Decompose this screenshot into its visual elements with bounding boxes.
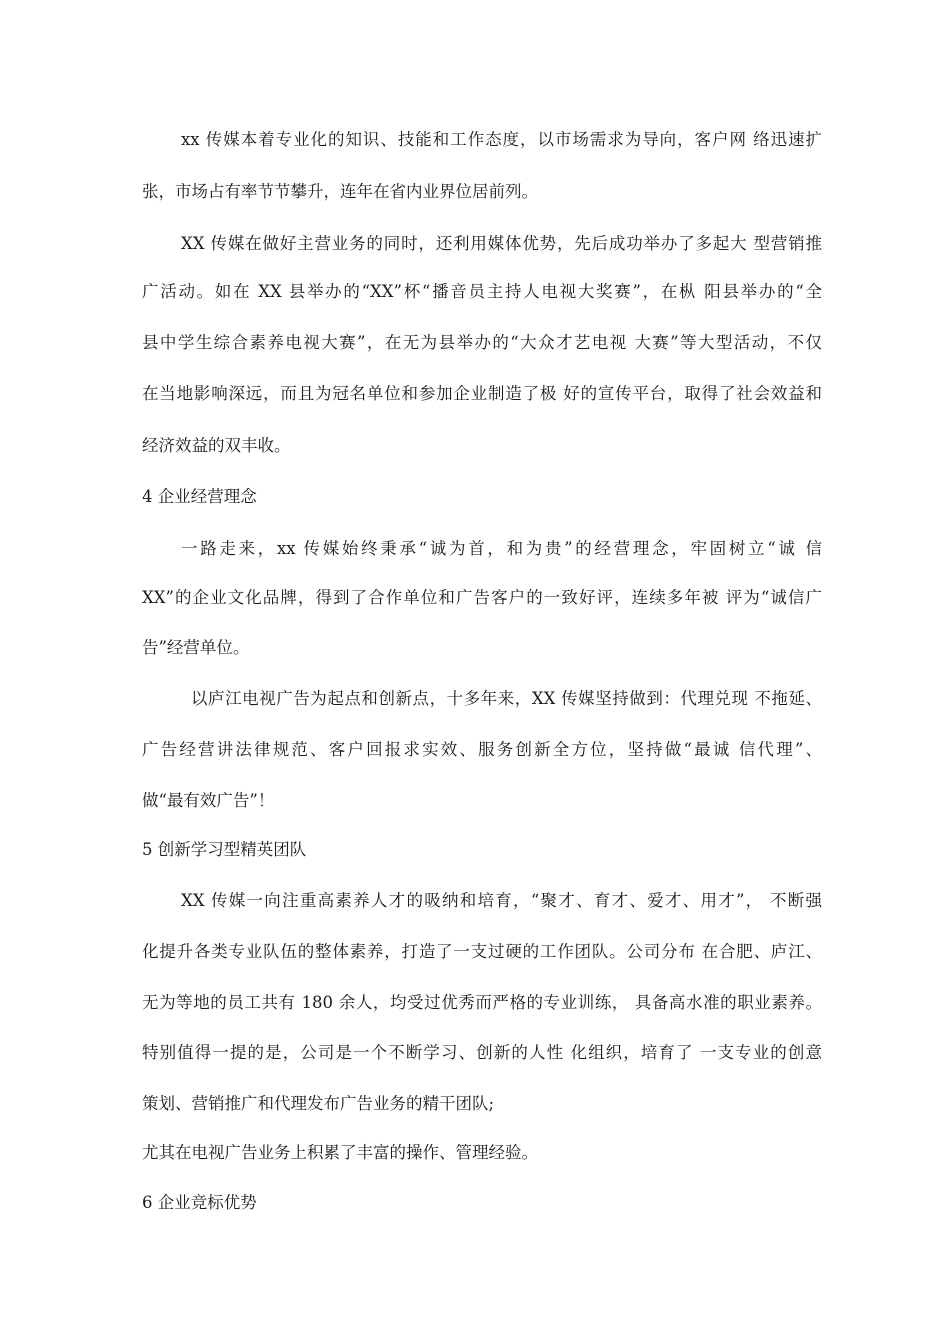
paragraph-2-line-1: XX 传媒在做好主营业务的同时，还利用媒体优势，先后成功举办了多起大 型营销推 [181,234,822,253]
paragraph-3-line-1: 一路走来，xx 传媒始终秉承“诚为首，和为贵”的经营理念，牢固树立“诚 信 [181,539,822,558]
paragraph-3-line-2: XX”的企业文化品牌，得到了合作单位和广告客户的一致好评，连续多年被 评为“诚信广 [142,588,822,607]
paragraph-2-line-4: 在当地影响深远，而且为冠名单位和参加企业制造了极 好的宣传平台，取得了社会效益和 [142,384,822,403]
paragraph-5-line-1: XX 传媒一向注重高素养人才的吸纳和培育，“聚才、育才、爱才、用才”， 不断强 [181,891,822,910]
paragraph-3-line-3: 告”经营单位。 [142,638,250,657]
paragraph-5-line-4: 特别值得一提的是，公司是一个不断学习、创新的人性 化组织，培育了 一支专业的创意 [142,1043,822,1062]
paragraph-5-line-2: 化提升各类专业队伍的整体素养，打造了一支过硬的工作团队。公司分布 在合肥、庐江、 [142,942,822,961]
paragraph-2-line-3: 县中学生综合素养电视大赛”，在无为县举办的“大众才艺电视 大赛”等大型活动，不仅 [142,333,822,352]
paragraph-4-line-3: 做“最有效广告”！ [142,791,275,810]
section-heading-5: 5 创新学习型精英团队 [142,840,307,859]
paragraph-4-line-1: 以庐江电视广告为起点和创新点，十多年来，XX 传媒坚持做到：代理兑现 不拖延、 [191,689,822,708]
section-heading-6: 6 企业竞标优势 [142,1193,257,1212]
paragraph-5-line-3: 无为等地的员工共有 180 余人，均受过优秀而严格的专业训练， 具备高水准的职业素养。 [142,993,822,1012]
paragraph-1-line-1: xx 传媒本着专业化的知识、技能和工作态度，以市场需求为导向，客户网 络迅速扩 [181,130,822,149]
paragraph-6-line-1: 尤其在电视广告业务上积累了丰富的操作、管理经验。 [142,1143,538,1162]
paragraph-1-line-2: 张，市场占有率节节攀升，连年在省内业界位居前列。 [142,182,538,201]
paragraph-5-line-5: 策划、营销推广和代理发布广告业务的精干团队; [142,1094,495,1113]
paragraph-2-line-5: 经济效益的双丰收。 [142,436,291,455]
section-heading-4: 4 企业经营理念 [142,487,257,506]
paragraph-2-line-2: 广活动。如在 XX 县举办的“XX”杯“播音员主持人电视大奖赛”，在枞 阳县举办的“全 [142,282,822,301]
paragraph-4-line-2: 广告经营讲法律规范、客户回报求实效、服务创新全方位，坚持做“最诚 信代理”、 [142,740,822,759]
